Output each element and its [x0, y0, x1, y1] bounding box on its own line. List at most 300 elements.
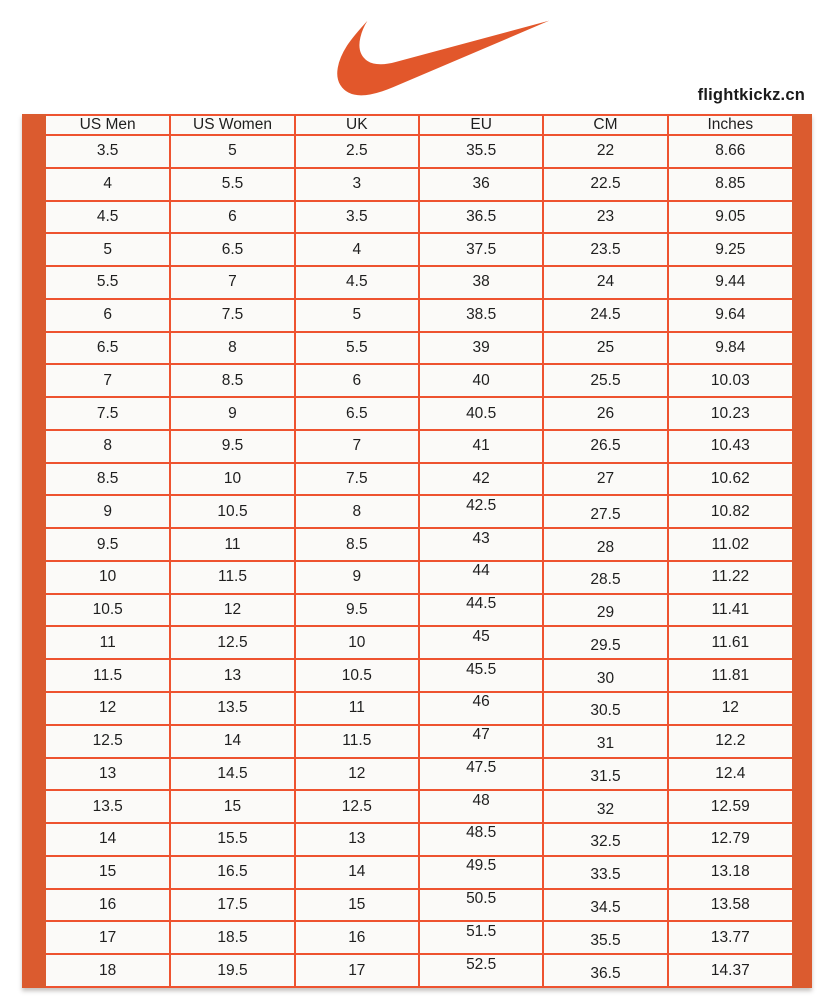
table-row [46, 758, 792, 791]
size-value: 4 [103, 175, 112, 193]
table-row [46, 921, 792, 954]
size-cell [295, 266, 419, 299]
size-cell [543, 889, 667, 922]
size-value: 49.5 [466, 857, 497, 875]
size-value: 11.5 [342, 732, 372, 750]
size-cell [543, 692, 667, 725]
table-row [46, 725, 792, 758]
header-row [46, 115, 792, 135]
size-chart [22, 114, 812, 988]
size-cell [668, 201, 792, 234]
size-cell [419, 135, 543, 168]
size-cell [668, 790, 792, 823]
size-cell [419, 430, 543, 463]
size-value: 9 [103, 502, 112, 520]
size-cell [543, 626, 667, 659]
size-cell [668, 856, 792, 889]
size-value: 5 [103, 240, 112, 258]
table-row [46, 299, 792, 332]
table-row [46, 430, 792, 463]
size-value: 28.5 [590, 571, 621, 589]
size-cell [295, 594, 419, 627]
size-cell [46, 725, 170, 758]
size-value: 40.5 [466, 404, 497, 422]
size-value: 2.5 [346, 142, 368, 160]
size-value: 12.5 [92, 732, 123, 750]
size-value: 13.5 [217, 699, 248, 717]
size-value: 7.5 [346, 470, 368, 488]
size-value: 27.5 [590, 505, 621, 523]
table-row [46, 856, 792, 889]
size-cell [668, 626, 792, 659]
size-cell [419, 626, 543, 659]
size-value: 10.5 [92, 601, 123, 619]
size-cell [295, 561, 419, 594]
size-value: 17 [348, 961, 366, 979]
size-value: 9.84 [715, 338, 746, 356]
size-value: 8.66 [715, 142, 746, 160]
size-cell [295, 201, 419, 234]
size-value: 11.22 [711, 568, 750, 586]
size-value: 13 [99, 764, 117, 782]
size-cell [419, 364, 543, 397]
size-value: 12 [721, 699, 739, 717]
size-cell [419, 299, 543, 332]
size-cell [46, 561, 170, 594]
size-value: 26.5 [590, 437, 621, 455]
size-value: 35.5 [466, 142, 497, 160]
size-cell [295, 135, 419, 168]
size-cell [46, 430, 170, 463]
size-cell [543, 430, 667, 463]
size-cell [419, 463, 543, 496]
size-value: 29.5 [590, 636, 621, 654]
size-cell [46, 823, 170, 856]
size-value: 9 [228, 404, 237, 422]
size-cell [543, 921, 667, 954]
size-cell [170, 528, 294, 561]
size-value: 9.44 [715, 273, 746, 291]
size-value: 14 [223, 732, 242, 750]
size-value: 10.5 [217, 502, 248, 520]
table-row [46, 135, 792, 168]
column-header: Inches [668, 115, 792, 135]
size-cell [543, 332, 667, 365]
size-value: 48.5 [466, 824, 497, 842]
size-cell [668, 299, 792, 332]
size-cell [170, 397, 294, 430]
size-cell [668, 528, 792, 561]
size-value: 7.5 [96, 404, 119, 422]
size-cell [668, 692, 792, 725]
size-cell [543, 397, 667, 430]
size-cell [170, 299, 294, 332]
size-cell [170, 921, 294, 954]
size-cell [46, 921, 170, 954]
size-value: 11 [99, 633, 116, 651]
size-value: 12.4 [715, 764, 746, 782]
size-cell [46, 463, 170, 496]
size-cell [668, 954, 792, 987]
size-value: 10.23 [710, 404, 750, 422]
size-value: 13 [223, 666, 242, 684]
size-cell [170, 135, 294, 168]
size-cell [170, 594, 294, 627]
size-cell [170, 725, 294, 758]
size-cell [419, 561, 543, 594]
size-cell [46, 856, 170, 889]
size-cell [295, 856, 419, 889]
size-value: 42.5 [466, 496, 497, 514]
size-cell [295, 463, 419, 496]
size-cell [46, 528, 170, 561]
size-cell [543, 463, 667, 496]
size-value: 37.5 [466, 240, 497, 258]
size-cell [170, 758, 294, 791]
size-value: 7 [228, 273, 237, 291]
size-cell [668, 594, 792, 627]
size-cell [668, 364, 792, 397]
size-cell [543, 266, 667, 299]
size-cell [668, 266, 792, 299]
size-value: 22 [596, 142, 615, 160]
size-value: 5.5 [346, 338, 368, 356]
size-cell [419, 725, 543, 758]
size-value: 14 [99, 830, 117, 848]
size-cell [46, 168, 170, 201]
column-header: US Women [170, 115, 294, 135]
size-cell [46, 332, 170, 365]
size-value: 34.5 [590, 898, 621, 916]
size-value: 9.5 [346, 601, 368, 619]
size-cell [170, 495, 294, 528]
size-cell [170, 266, 294, 299]
size-value: 12.79 [710, 830, 750, 848]
size-value: 44.5 [466, 595, 497, 613]
size-value: 43 [472, 529, 490, 547]
size-value: 11 [348, 699, 365, 717]
size-cell [419, 856, 543, 889]
size-value: 14.5 [217, 764, 248, 782]
size-value: 11.61 [711, 633, 750, 651]
size-value: 48 [472, 791, 490, 809]
size-value: 25 [596, 338, 615, 356]
size-value: 10.43 [710, 437, 750, 455]
size-value: 8.5 [221, 371, 244, 389]
size-cell [543, 823, 667, 856]
size-cell [46, 135, 170, 168]
size-cell [170, 692, 294, 725]
size-value: 12 [99, 699, 117, 717]
size-value: 17 [99, 928, 117, 946]
size-cell [170, 332, 294, 365]
size-cell [170, 954, 294, 987]
size-cell [543, 659, 667, 692]
size-cell [170, 233, 294, 266]
size-value: 11.02 [711, 535, 750, 553]
size-cell [295, 168, 419, 201]
size-cell [419, 692, 543, 725]
size-value: 27 [596, 470, 615, 488]
size-value: 15 [99, 863, 117, 881]
size-chart-table [46, 114, 792, 988]
size-cell [295, 364, 419, 397]
size-value: 50.5 [466, 889, 497, 907]
table-row [46, 168, 792, 201]
table-row [46, 790, 792, 823]
size-value: 12 [223, 601, 242, 619]
size-cell [170, 889, 294, 922]
size-cell [295, 921, 419, 954]
size-value: 17.5 [217, 895, 248, 913]
size-value: 11.5 [217, 568, 247, 586]
size-value: 6.5 [346, 404, 368, 422]
size-value: 10 [99, 568, 117, 586]
size-value: 5 [352, 306, 362, 324]
size-cell [668, 397, 792, 430]
size-cell [419, 758, 543, 791]
size-cell [543, 233, 667, 266]
size-value: 16 [99, 895, 117, 913]
size-value: 5.5 [96, 273, 119, 291]
size-cell [419, 921, 543, 954]
table-row [46, 594, 792, 627]
size-value: 4.5 [346, 273, 368, 291]
size-value: 42 [472, 470, 490, 488]
size-cell [668, 561, 792, 594]
size-value: 29 [596, 604, 615, 622]
size-cell [419, 954, 543, 987]
size-value: 47.5 [466, 758, 497, 776]
size-value: 11.41 [711, 601, 750, 619]
size-cell [543, 954, 667, 987]
size-cell [543, 201, 667, 234]
size-value: 12.5 [341, 797, 372, 815]
size-cell [46, 626, 170, 659]
size-value: 10.82 [710, 502, 750, 520]
size-cell [46, 790, 170, 823]
size-value: 12.59 [710, 797, 750, 815]
table-row [46, 495, 792, 528]
size-value: 12.2 [715, 732, 746, 750]
size-cell [419, 332, 543, 365]
size-value: 8 [103, 437, 112, 455]
size-value: 9.5 [96, 535, 119, 553]
size-value: 52.5 [466, 955, 497, 973]
size-value: 3.5 [346, 207, 368, 225]
size-cell [419, 823, 543, 856]
size-cell [543, 528, 667, 561]
size-value: 41 [472, 437, 490, 455]
nike-swoosh-icon [336, 8, 551, 108]
size-value: 9.05 [715, 207, 746, 225]
size-cell [419, 528, 543, 561]
size-cell [668, 430, 792, 463]
size-value: 7 [352, 437, 362, 455]
size-value: 7 [103, 371, 112, 389]
size-cell [295, 659, 419, 692]
table-row [46, 954, 792, 987]
size-cell [668, 889, 792, 922]
size-value: 10 [348, 633, 366, 651]
size-value: 44 [472, 562, 490, 580]
size-value: 12 [348, 764, 366, 782]
size-cell [295, 758, 419, 791]
size-value: 9.64 [715, 306, 746, 324]
size-value: 10.5 [341, 666, 372, 684]
size-cell [295, 332, 419, 365]
size-value: 40 [472, 371, 490, 389]
size-value: 9.25 [715, 240, 746, 258]
table-row [46, 823, 792, 856]
size-value: 10.62 [710, 470, 750, 488]
size-value: 23.5 [590, 240, 621, 258]
size-value: 46 [472, 693, 490, 711]
size-value: 33.5 [590, 866, 621, 884]
size-value: 10 [223, 470, 242, 488]
size-value: 47 [472, 726, 490, 744]
size-value: 45.5 [466, 660, 497, 678]
column-header: US Men [46, 115, 170, 135]
size-value: 32 [596, 800, 615, 818]
size-cell [419, 168, 543, 201]
size-value: 13 [348, 830, 366, 848]
size-value: 8.5 [346, 535, 368, 553]
size-value: 51.5 [466, 922, 497, 940]
size-cell [295, 528, 419, 561]
size-value: 5.5 [221, 175, 244, 193]
size-cell [668, 725, 792, 758]
size-value: 38.5 [466, 306, 497, 324]
size-value: 36.5 [466, 207, 497, 225]
size-value: 6.5 [96, 338, 119, 356]
size-value: 6 [103, 306, 112, 324]
size-value: 11.5 [93, 666, 123, 684]
size-cell [295, 790, 419, 823]
table-row [46, 889, 792, 922]
size-cell [46, 495, 170, 528]
size-cell [46, 233, 170, 266]
size-value: 13.18 [710, 863, 750, 881]
table-row [46, 233, 792, 266]
size-cell [668, 823, 792, 856]
size-value: 11 [224, 535, 241, 553]
size-cell [419, 889, 543, 922]
size-value: 8 [352, 502, 362, 520]
size-value: 12.5 [217, 633, 248, 651]
size-cell [419, 397, 543, 430]
size-value: 4 [352, 240, 362, 258]
size-cell [419, 495, 543, 528]
size-value: 30 [596, 669, 615, 687]
size-value: 10.03 [710, 371, 750, 389]
size-cell [170, 823, 294, 856]
size-cell [295, 233, 419, 266]
size-cell [295, 495, 419, 528]
size-cell [543, 364, 667, 397]
size-cell [295, 692, 419, 725]
size-value: 24.5 [590, 306, 621, 324]
right-accent-bar [792, 114, 812, 988]
size-cell [543, 856, 667, 889]
size-cell [543, 594, 667, 627]
size-value: 13.58 [710, 895, 750, 913]
size-value: 22.5 [590, 175, 621, 193]
size-value: 26 [596, 404, 615, 422]
size-value: 9.5 [221, 437, 244, 455]
size-value: 36 [472, 175, 490, 193]
size-value: 30.5 [590, 702, 621, 720]
size-cell [295, 299, 419, 332]
size-cell [543, 758, 667, 791]
size-cell [419, 266, 543, 299]
size-value: 45 [472, 627, 490, 645]
table-row [46, 561, 792, 594]
size-value: 3 [352, 175, 362, 193]
size-value: 23 [596, 207, 615, 225]
size-value: 16.5 [217, 863, 248, 881]
size-value: 13.77 [710, 928, 750, 946]
size-cell [170, 168, 294, 201]
size-value: 18 [99, 961, 117, 979]
size-value: 39 [472, 338, 490, 356]
size-value: 31 [596, 735, 615, 753]
column-header: UK [295, 115, 419, 135]
size-value: 5 [228, 142, 237, 160]
size-cell [419, 659, 543, 692]
size-cell [170, 659, 294, 692]
size-cell [543, 790, 667, 823]
size-value: 36.5 [590, 964, 621, 982]
table-row [46, 463, 792, 496]
size-value: 38 [472, 273, 490, 291]
size-cell [170, 463, 294, 496]
size-value: 7.5 [221, 306, 244, 324]
site-name-text: flightkickz.cn [697, 86, 805, 104]
size-cell [170, 561, 294, 594]
size-value: 15 [348, 895, 366, 913]
size-cell [46, 201, 170, 234]
size-value: 31.5 [590, 767, 621, 785]
size-cell [170, 856, 294, 889]
size-cell [170, 430, 294, 463]
size-cell [668, 332, 792, 365]
size-cell [170, 790, 294, 823]
size-value: 24 [596, 273, 615, 291]
size-cell [543, 168, 667, 201]
size-value: 3.5 [96, 142, 119, 160]
size-cell [543, 725, 667, 758]
size-cell [668, 758, 792, 791]
size-cell [668, 168, 792, 201]
size-cell [543, 135, 667, 168]
size-cell [668, 921, 792, 954]
size-cell [46, 364, 170, 397]
left-accent-bar [22, 114, 46, 988]
size-value: 6 [352, 371, 362, 389]
size-value: 15.5 [217, 830, 248, 848]
size-cell [46, 594, 170, 627]
table-row [46, 332, 792, 365]
size-cell [295, 823, 419, 856]
table-row [46, 528, 792, 561]
size-cell [46, 758, 170, 791]
size-value: 14.37 [710, 961, 750, 979]
size-cell [419, 790, 543, 823]
size-cell [295, 626, 419, 659]
size-cell [668, 495, 792, 528]
size-value: 8 [228, 338, 237, 356]
